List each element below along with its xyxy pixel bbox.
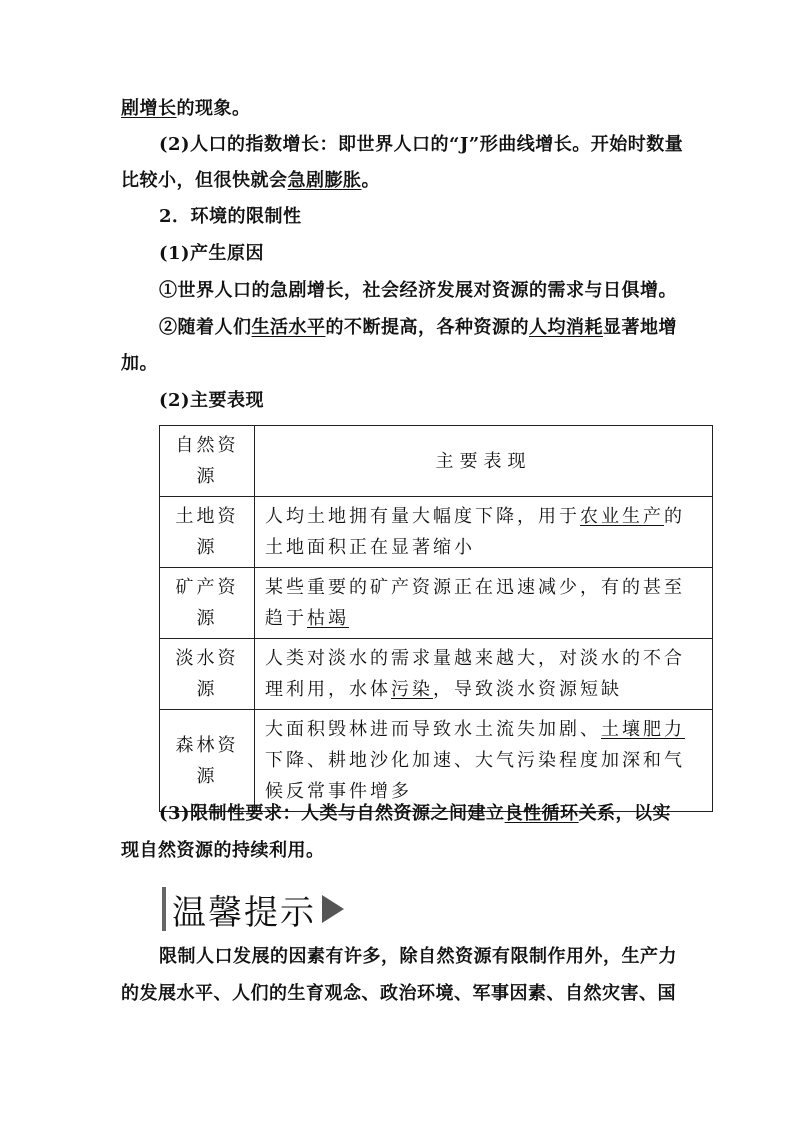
text-line: ①世界人口的急剧增长，社会经济发展对资源的需求与日俱增。 xyxy=(159,280,677,301)
underlined-term: 剧增长 xyxy=(121,98,177,119)
text-line xyxy=(121,168,380,194)
resource-name-cell: 土地资源 xyxy=(160,497,255,568)
resource-name-cell: 森林资源 xyxy=(160,710,255,812)
underlined-term: 良性循环 xyxy=(504,803,579,824)
tip-title: 温馨提示 xyxy=(172,892,316,933)
text-span: 的不断提高，各种资源的 xyxy=(325,317,529,338)
text-span: 显著地增 xyxy=(603,317,677,338)
table-header-cell: 主要表现 xyxy=(255,426,713,497)
resource-desc-cell xyxy=(255,497,713,568)
text-span: ，导致淡水资源短缺 xyxy=(433,679,622,700)
text-span: 的现象。 xyxy=(176,98,251,119)
underlined-term: 土壤肥力 xyxy=(601,719,685,740)
text-line xyxy=(159,315,677,341)
resource-desc-cell xyxy=(255,639,713,710)
text-span: 人类对淡水的需求量越来越大，对淡水的不合理利用，水体 xyxy=(265,648,685,700)
table-row xyxy=(160,568,713,639)
play-arrow-icon xyxy=(322,895,344,923)
text-span: 某些重要的矿产资源正在迅速减少，有的甚至趋于 xyxy=(265,577,685,629)
text-line: 现自然资源的持续利用。 xyxy=(121,840,325,861)
text-span: 。 xyxy=(361,170,380,191)
resource-name-cell: 矿产资源 xyxy=(160,568,255,639)
resource-name-cell: 淡水资源 xyxy=(160,639,255,710)
text-span: ②随着人们 xyxy=(159,317,252,338)
text-span: 的土地面积正在显著缩小 xyxy=(265,506,685,558)
subsection-heading: (1)产生原因 xyxy=(159,243,265,264)
text-line: 的发展水平、人们的生育观念、政治环境、军事因素、自然灾害、国 xyxy=(121,983,676,1004)
table-row xyxy=(160,497,713,568)
text-span: 下降、耕地沙化加速、大气污染程度加深和气候反常事件增多 xyxy=(265,750,685,802)
resource-table xyxy=(159,425,713,812)
tip-heading xyxy=(162,886,344,932)
text-span: 关系，以实 xyxy=(578,803,672,824)
underlined-term: 污染 xyxy=(391,679,433,700)
resource-desc-cell xyxy=(255,568,713,639)
table-row xyxy=(160,710,713,812)
text-line xyxy=(159,801,671,827)
text-line: 加。 xyxy=(121,353,158,374)
underlined-term: 生活水平 xyxy=(251,317,326,338)
text-line: (2)人口的指数增长：即世界人口的“J”形曲线增长。开始时数量 xyxy=(159,134,684,155)
underlined-term: 枯竭 xyxy=(307,608,349,629)
table-header-cell: 自然资源 xyxy=(160,426,255,497)
underlined-term: 人均消耗 xyxy=(529,317,603,338)
tip-bar-decoration xyxy=(162,887,166,931)
text-line xyxy=(121,96,251,122)
subsection-heading: (2)主要表现 xyxy=(159,390,265,411)
section-heading: 2．环境的限制性 xyxy=(159,206,302,227)
text-line: 限制人口发展的因素有许多，除自然资源有限制作用外，生产力 xyxy=(159,946,677,967)
text-span: (3)限制性要求：人类与自然资源之间建立 xyxy=(159,803,505,824)
text-span: 大面积毁林进而导致水土流失加剧、 xyxy=(265,719,601,740)
text-span: 人均土地拥有量大幅度下降，用于 xyxy=(265,506,580,527)
resource-desc-cell xyxy=(255,710,713,812)
table-row xyxy=(160,639,713,710)
underlined-term: 农业生产 xyxy=(580,506,664,527)
underlined-term: 急剧膨胀 xyxy=(287,170,362,191)
table-header-row xyxy=(160,426,713,497)
text-span: 比较小，但很快就会 xyxy=(121,170,288,191)
